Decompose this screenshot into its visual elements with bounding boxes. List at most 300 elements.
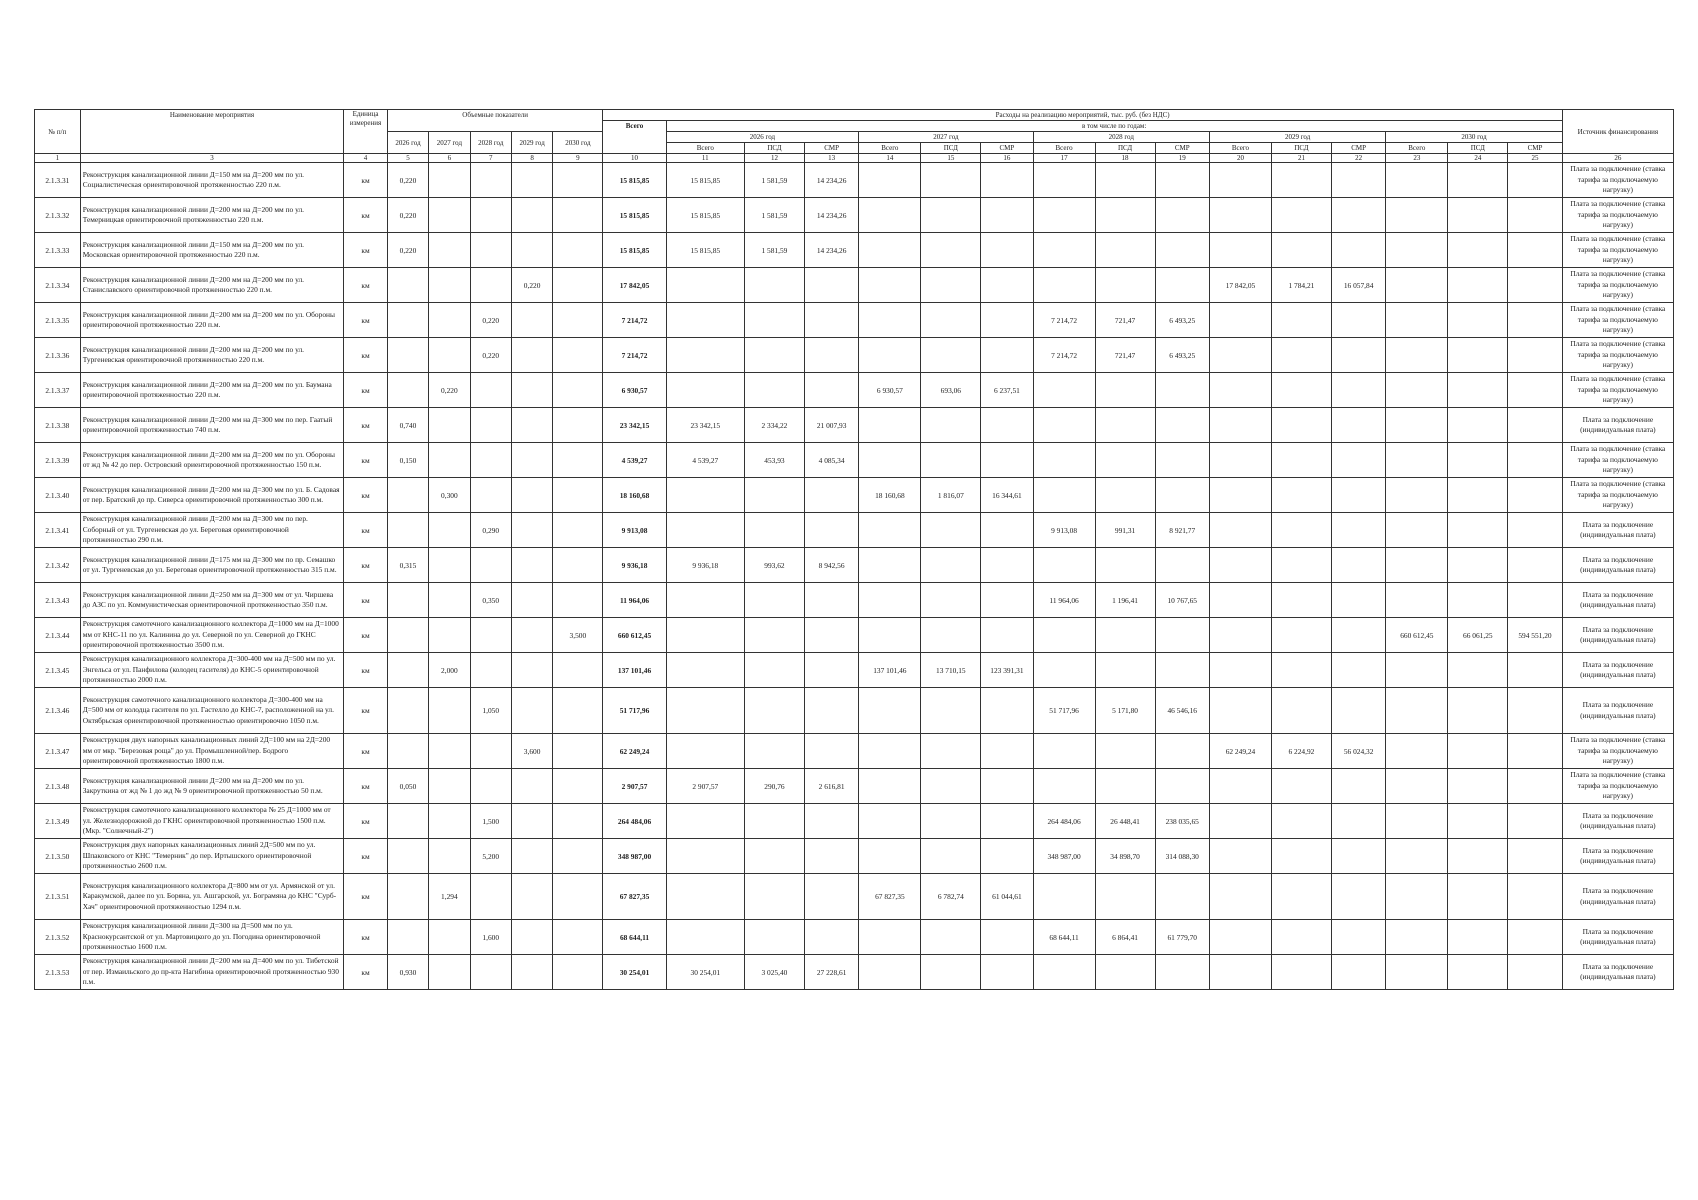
year-psd-value (1095, 874, 1155, 920)
year-total-value (666, 338, 744, 373)
year-smr-value: 14 234,26 (804, 198, 858, 233)
volume-value (470, 373, 511, 408)
year-smr-value (1155, 268, 1209, 303)
unit: км (344, 618, 388, 653)
year-total-value: 51 717,96 (1033, 688, 1095, 734)
year-psd-value (745, 874, 805, 920)
year-total-value (859, 955, 921, 990)
unit: км (344, 268, 388, 303)
financing-source: Плата за подключение (индивидуальная плата) (1562, 653, 1673, 688)
header-sub-total: Всего (859, 143, 921, 154)
column-number: 17 (1033, 154, 1095, 163)
column-number: 6 (429, 154, 470, 163)
financing-source: Плата за подключение (ставка тарифа за подключаемую нагрузку) (1562, 443, 1673, 478)
table-row (35, 769, 1674, 804)
year-total-value (1209, 443, 1271, 478)
year-total-value: 137 101,46 (859, 653, 921, 688)
volume-value (429, 769, 470, 804)
year-total-value (666, 513, 744, 548)
year-total-value: 264 484,06 (1033, 804, 1095, 839)
volume-value (470, 408, 511, 443)
year-smr-value (1508, 513, 1562, 548)
row-number: 2.1.3.35 (35, 303, 81, 338)
volume-value (511, 618, 552, 653)
column-number: 3 (80, 154, 344, 163)
total-value: 15 815,85 (603, 163, 666, 198)
year-total-value (859, 268, 921, 303)
financing-source: Плата за подключение (индивидуальная плата) (1562, 955, 1673, 990)
year-psd-value (745, 839, 805, 874)
year-total-value (1033, 618, 1095, 653)
unit: км (344, 338, 388, 373)
year-psd-value: 1 581,59 (745, 233, 805, 268)
year-psd-value: 1 196,41 (1095, 583, 1155, 618)
unit: км (344, 513, 388, 548)
year-total-value (1209, 198, 1271, 233)
year-smr-value: 2 616,81 (804, 769, 858, 804)
year-psd-value (1272, 920, 1332, 955)
year-psd-value (1448, 338, 1508, 373)
event-name: Реконструкция канализационной линии Д=200 мм на Д=400 мм по ул. Тибетской от пер. Измаильского до пр-кта Нагибина ориентировочной протяженностью 930 п.м. (80, 955, 344, 990)
total-value: 68 644,11 (603, 920, 666, 955)
volume-value (387, 839, 428, 874)
year-psd-value (745, 583, 805, 618)
year-psd-value (1095, 408, 1155, 443)
year-smr-value (1331, 198, 1385, 233)
volume-value (387, 303, 428, 338)
total-value: 660 612,45 (603, 618, 666, 653)
year-smr-value (1508, 338, 1562, 373)
year-total-value: 6 930,57 (859, 373, 921, 408)
year-psd-value (1272, 303, 1332, 338)
header-sub-total: Всего (1209, 143, 1271, 154)
year-smr-value (981, 839, 1033, 874)
year-psd-value (1095, 653, 1155, 688)
year-psd-value (1448, 734, 1508, 769)
year-smr-value (981, 233, 1033, 268)
year-smr-value (981, 804, 1033, 839)
header-volume-year: 2026 год (387, 132, 428, 154)
year-psd-value (1448, 163, 1508, 198)
volume-value (429, 583, 470, 618)
financing-source: Плата за подключение (ставка тарифа за подключаемую нагрузку) (1562, 373, 1673, 408)
year-psd-value (745, 920, 805, 955)
volume-value (553, 804, 603, 839)
total-value: 348 987,00 (603, 839, 666, 874)
year-total-value: 9 936,18 (666, 548, 744, 583)
financing-source: Плата за подключение (ставка тарифа за подключаемую нагрузку) (1562, 734, 1673, 769)
year-smr-value: 10 767,65 (1155, 583, 1209, 618)
year-psd-value (745, 303, 805, 338)
total-value: 4 539,27 (603, 443, 666, 478)
column-number: 16 (981, 154, 1033, 163)
year-psd-value (1448, 688, 1508, 734)
year-total-value (1386, 513, 1448, 548)
volume-value (553, 688, 603, 734)
table-row (35, 513, 1674, 548)
header-total: Всего (603, 121, 666, 154)
row-number: 2.1.3.34 (35, 268, 81, 303)
column-number: 19 (1155, 154, 1209, 163)
year-psd-value (1448, 769, 1508, 804)
header-volume-year: 2027 год (429, 132, 470, 154)
volume-value (511, 443, 552, 478)
financing-source: Плата за подключение (индивидуальная плата) (1562, 688, 1673, 734)
year-smr-value (804, 874, 858, 920)
year-total-value (1386, 734, 1448, 769)
year-psd-value: 6 864,41 (1095, 920, 1155, 955)
volume-value (511, 874, 552, 920)
year-smr-value (981, 769, 1033, 804)
year-total-value (666, 653, 744, 688)
year-psd-value (921, 513, 981, 548)
header-sub-smr: СМР (981, 143, 1033, 154)
volume-value (429, 734, 470, 769)
year-smr-value (804, 618, 858, 653)
year-smr-value (1508, 920, 1562, 955)
total-value: 67 827,35 (603, 874, 666, 920)
year-smr-value (1331, 373, 1385, 408)
year-smr-value: 56 024,32 (1331, 734, 1385, 769)
year-total-value (666, 478, 744, 513)
header-volume: Объемные показатели (387, 110, 603, 132)
year-smr-value (1331, 769, 1385, 804)
table-row (35, 839, 1674, 874)
year-total-value (859, 804, 921, 839)
total-value: 18 160,68 (603, 478, 666, 513)
year-smr-value (1155, 478, 1209, 513)
volume-value (553, 373, 603, 408)
year-smr-value (981, 338, 1033, 373)
total-value: 62 249,24 (603, 734, 666, 769)
year-smr-value (981, 920, 1033, 955)
year-psd-value: 13 710,15 (921, 653, 981, 688)
year-psd-value (1272, 955, 1332, 990)
year-psd-value (921, 548, 981, 583)
year-psd-value (1448, 920, 1508, 955)
year-total-value: 15 815,85 (666, 163, 744, 198)
year-smr-value (981, 268, 1033, 303)
year-total-value (1386, 920, 1448, 955)
year-total-value (1209, 338, 1271, 373)
header-sub-psd: ПСД (1448, 143, 1508, 154)
year-total-value: 17 842,05 (1209, 268, 1271, 303)
header-source: Источник финансирования (1562, 110, 1673, 154)
header-sub-total: Всего (666, 143, 744, 154)
header-num: № п/п (35, 110, 81, 154)
event-name: Реконструкция двух напорных канализационных линий 2Д=100 мм на 2Д=200 мм от мкр. "Березовая роща" до ул. Промышленной/пер. Бодрого ориентировочной протяженностью 1800 п.м. (80, 734, 344, 769)
year-total-value (1209, 583, 1271, 618)
year-smr-value (804, 688, 858, 734)
unit: км (344, 688, 388, 734)
year-smr-value (1155, 618, 1209, 653)
year-total-value (1033, 373, 1095, 408)
year-psd-value (1272, 688, 1332, 734)
unit: км (344, 769, 388, 804)
column-number: 5 (387, 154, 428, 163)
volume-value (470, 734, 511, 769)
total-value: 15 815,85 (603, 233, 666, 268)
year-total-value (1033, 478, 1095, 513)
year-psd-value (1272, 874, 1332, 920)
year-smr-value: 8 921,77 (1155, 513, 1209, 548)
year-psd-value (1272, 338, 1332, 373)
year-smr-value: 6 237,51 (981, 373, 1033, 408)
year-psd-value (1448, 839, 1508, 874)
unit: км (344, 408, 388, 443)
volume-value (470, 769, 511, 804)
table-row (35, 688, 1674, 734)
year-total-value: 30 254,01 (666, 955, 744, 990)
year-psd-value (1272, 478, 1332, 513)
year-total-value (1386, 653, 1448, 688)
volume-value: 1,500 (470, 804, 511, 839)
year-psd-value: 453,93 (745, 443, 805, 478)
year-psd-value (1095, 443, 1155, 478)
financing-source: Плата за подключение (индивидуальная плата) (1562, 548, 1673, 583)
year-psd-value: 993,62 (745, 548, 805, 583)
year-psd-value (1272, 198, 1332, 233)
row-number: 2.1.3.36 (35, 338, 81, 373)
volume-value (470, 955, 511, 990)
year-smr-value: 16 344,61 (981, 478, 1033, 513)
year-total-value (666, 583, 744, 618)
event-name: Реконструкция самотечного канализационного коллектора Д=1000 мм на Д=1000 мм от КНС-11 по ул. Калинина до ул. Северной по ул. Северной до ГКНС ориентировочной протяженностью 3500 п.м. (80, 618, 344, 653)
volume-value (553, 548, 603, 583)
year-smr-value (1331, 338, 1385, 373)
column-number: 12 (745, 154, 805, 163)
year-smr-value: 16 057,84 (1331, 268, 1385, 303)
table-row (35, 583, 1674, 618)
row-number: 2.1.3.39 (35, 443, 81, 478)
total-value: 137 101,46 (603, 653, 666, 688)
row-number: 2.1.3.51 (35, 874, 81, 920)
year-total-value (859, 233, 921, 268)
column-number: 7 (470, 154, 511, 163)
unit: км (344, 804, 388, 839)
table-body (35, 163, 1674, 990)
volume-value (511, 839, 552, 874)
year-total-value (1209, 548, 1271, 583)
total-value: 7 214,72 (603, 338, 666, 373)
table-header (35, 110, 1674, 163)
year-psd-value (745, 688, 805, 734)
year-psd-value (1448, 955, 1508, 990)
year-total-value (859, 839, 921, 874)
year-smr-value (804, 734, 858, 769)
volume-value (429, 804, 470, 839)
year-psd-value (1448, 373, 1508, 408)
volume-value (387, 478, 428, 513)
column-number: 15 (921, 154, 981, 163)
year-smr-value (1155, 955, 1209, 990)
volume-value (553, 874, 603, 920)
year-smr-value (1508, 198, 1562, 233)
year-psd-value (1095, 478, 1155, 513)
unit: км (344, 874, 388, 920)
volume-value (511, 163, 552, 198)
event-name: Реконструкция самотечного канализационного коллектора Д=300-400 мм на Д=500 мм от колодца гасителя по ул. Гастелло до КНС-7, расположенной на ул. Октябрьская ориентировочной протяженностью ориентировочно 1050 п.м. (80, 688, 344, 734)
volume-value (429, 408, 470, 443)
year-smr-value: 14 234,26 (804, 163, 858, 198)
volume-value (470, 478, 511, 513)
column-number: 10 (603, 154, 666, 163)
year-total-value (1386, 804, 1448, 839)
volume-value: 0,740 (387, 408, 428, 443)
header-sub-smr: СМР (1331, 143, 1385, 154)
year-smr-value (1331, 303, 1385, 338)
year-smr-value (1155, 653, 1209, 688)
volume-value (387, 653, 428, 688)
financing-source: Плата за подключение (индивидуальная плата) (1562, 408, 1673, 443)
financing-source: Плата за подключение (ставка тарифа за подключаемую нагрузку) (1562, 268, 1673, 303)
volume-value (470, 163, 511, 198)
unit: км (344, 734, 388, 769)
event-name: Реконструкция двух напорных канализационных линий 2Д=500 мм по ул. Шпаковского от КНС "Темерник" до пер. Иртышского ориентировочной протяженностью 2600 п.м. (80, 839, 344, 874)
year-total-value (1033, 163, 1095, 198)
volume-value (511, 198, 552, 233)
table-row (35, 920, 1674, 955)
year-psd-value (921, 920, 981, 955)
year-total-value: 62 249,24 (1209, 734, 1271, 769)
table-row (35, 653, 1674, 688)
year-smr-value (1155, 198, 1209, 233)
year-smr-value (1331, 920, 1385, 955)
event-name: Реконструкция канализационной линии Д=200 мм на Д=300 мм по пер. Соборный от ул. Тургеневская до ул. Береговая ориентировочной протяженностью 290 п.м. (80, 513, 344, 548)
volume-value (470, 443, 511, 478)
volume-value (511, 373, 552, 408)
column-number: 24 (1448, 154, 1508, 163)
year-psd-value (921, 839, 981, 874)
volume-value (511, 583, 552, 618)
year-total-value (1386, 548, 1448, 583)
volume-value (553, 408, 603, 443)
year-smr-value (1331, 233, 1385, 268)
volume-value (553, 920, 603, 955)
year-total-value: 660 612,45 (1386, 618, 1448, 653)
table-row (35, 478, 1674, 513)
volume-value (553, 198, 603, 233)
event-name: Реконструкция канализационной линии Д=250 мм на Д=300 мм от ул. Чиршева до АЗС по ул. Коммунистическая ориентировочной протяженностью 350 п.м. (80, 583, 344, 618)
table-row (35, 233, 1674, 268)
year-smr-value (1508, 303, 1562, 338)
table-row (35, 303, 1674, 338)
year-smr-value (804, 653, 858, 688)
year-smr-value (1155, 734, 1209, 769)
volume-value: 0,930 (387, 955, 428, 990)
year-total-value (1209, 688, 1271, 734)
volume-value: 1,294 (429, 874, 470, 920)
volume-value: 0,220 (511, 268, 552, 303)
volume-value (511, 688, 552, 734)
header-sub-smr: СМР (1155, 143, 1209, 154)
year-psd-value (1095, 163, 1155, 198)
year-total-value (859, 618, 921, 653)
volume-value (429, 513, 470, 548)
year-psd-value (1272, 548, 1332, 583)
year-total-value (859, 920, 921, 955)
year-smr-value (1508, 268, 1562, 303)
year-psd-value (1448, 513, 1508, 548)
column-number: 21 (1272, 154, 1332, 163)
year-psd-value: 34 898,70 (1095, 839, 1155, 874)
table-row (35, 548, 1674, 583)
year-smr-value (981, 408, 1033, 443)
financing-source: Плата за подключение (ставка тарифа за подключаемую нагрузку) (1562, 478, 1673, 513)
header-year: 2030 год (1386, 132, 1562, 143)
year-psd-value: 991,31 (1095, 513, 1155, 548)
year-total-value (1209, 839, 1271, 874)
year-psd-value: 1 816,07 (921, 478, 981, 513)
year-total-value (1386, 338, 1448, 373)
volume-value (511, 338, 552, 373)
header-expenses: Расходы на реализацию мероприятий, тыс. руб. (без НДС) (603, 110, 1562, 121)
year-psd-value: 3 025,40 (745, 955, 805, 990)
year-smr-value (804, 804, 858, 839)
year-total-value (1386, 163, 1448, 198)
year-smr-value (1331, 653, 1385, 688)
volume-value (387, 268, 428, 303)
year-total-value (1033, 443, 1095, 478)
row-number: 2.1.3.33 (35, 233, 81, 268)
year-smr-value (1331, 874, 1385, 920)
volume-value (470, 268, 511, 303)
volume-value (553, 513, 603, 548)
header-volume-year: 2029 год (511, 132, 552, 154)
event-name: Реконструкция канализационной линии Д=200 мм на Д=200 мм по ул. Темерницкая ориентировочной протяженностью 220 п.м. (80, 198, 344, 233)
year-psd-value (1448, 583, 1508, 618)
volume-value (553, 734, 603, 769)
row-number: 2.1.3.53 (35, 955, 81, 990)
table-row (35, 373, 1674, 408)
table-row (35, 268, 1674, 303)
unit: км (344, 955, 388, 990)
year-psd-value (921, 734, 981, 769)
year-total-value (1209, 233, 1271, 268)
total-value: 23 342,15 (603, 408, 666, 443)
volume-value (511, 513, 552, 548)
year-psd-value (1272, 583, 1332, 618)
volume-value (511, 303, 552, 338)
event-name: Реконструкция канализационной линии Д=150 мм на Д=200 мм по ул. Московская ориентировочной протяженностью 220 п.м. (80, 233, 344, 268)
volume-value (429, 233, 470, 268)
volume-value (429, 198, 470, 233)
year-psd-value: 1 581,59 (745, 163, 805, 198)
column-number: 20 (1209, 154, 1271, 163)
year-smr-value (1508, 233, 1562, 268)
unit: км (344, 653, 388, 688)
year-total-value: 2 907,57 (666, 769, 744, 804)
volume-value: 3,500 (553, 618, 603, 653)
header-sub-psd: ПСД (745, 143, 805, 154)
row-number: 2.1.3.52 (35, 920, 81, 955)
financing-source: Плата за подключение (индивидуальная плата) (1562, 839, 1673, 874)
year-psd-value (745, 734, 805, 769)
year-psd-value (1448, 303, 1508, 338)
unit: км (344, 163, 388, 198)
volume-value: 0,315 (387, 548, 428, 583)
year-smr-value: 8 942,56 (804, 548, 858, 583)
row-number: 2.1.3.46 (35, 688, 81, 734)
volume-value (470, 653, 511, 688)
year-total-value (859, 548, 921, 583)
year-total-value: 11 964,06 (1033, 583, 1095, 618)
year-psd-value (1095, 769, 1155, 804)
year-smr-value (804, 478, 858, 513)
year-smr-value (1331, 955, 1385, 990)
year-psd-value (745, 268, 805, 303)
year-psd-value (1272, 653, 1332, 688)
